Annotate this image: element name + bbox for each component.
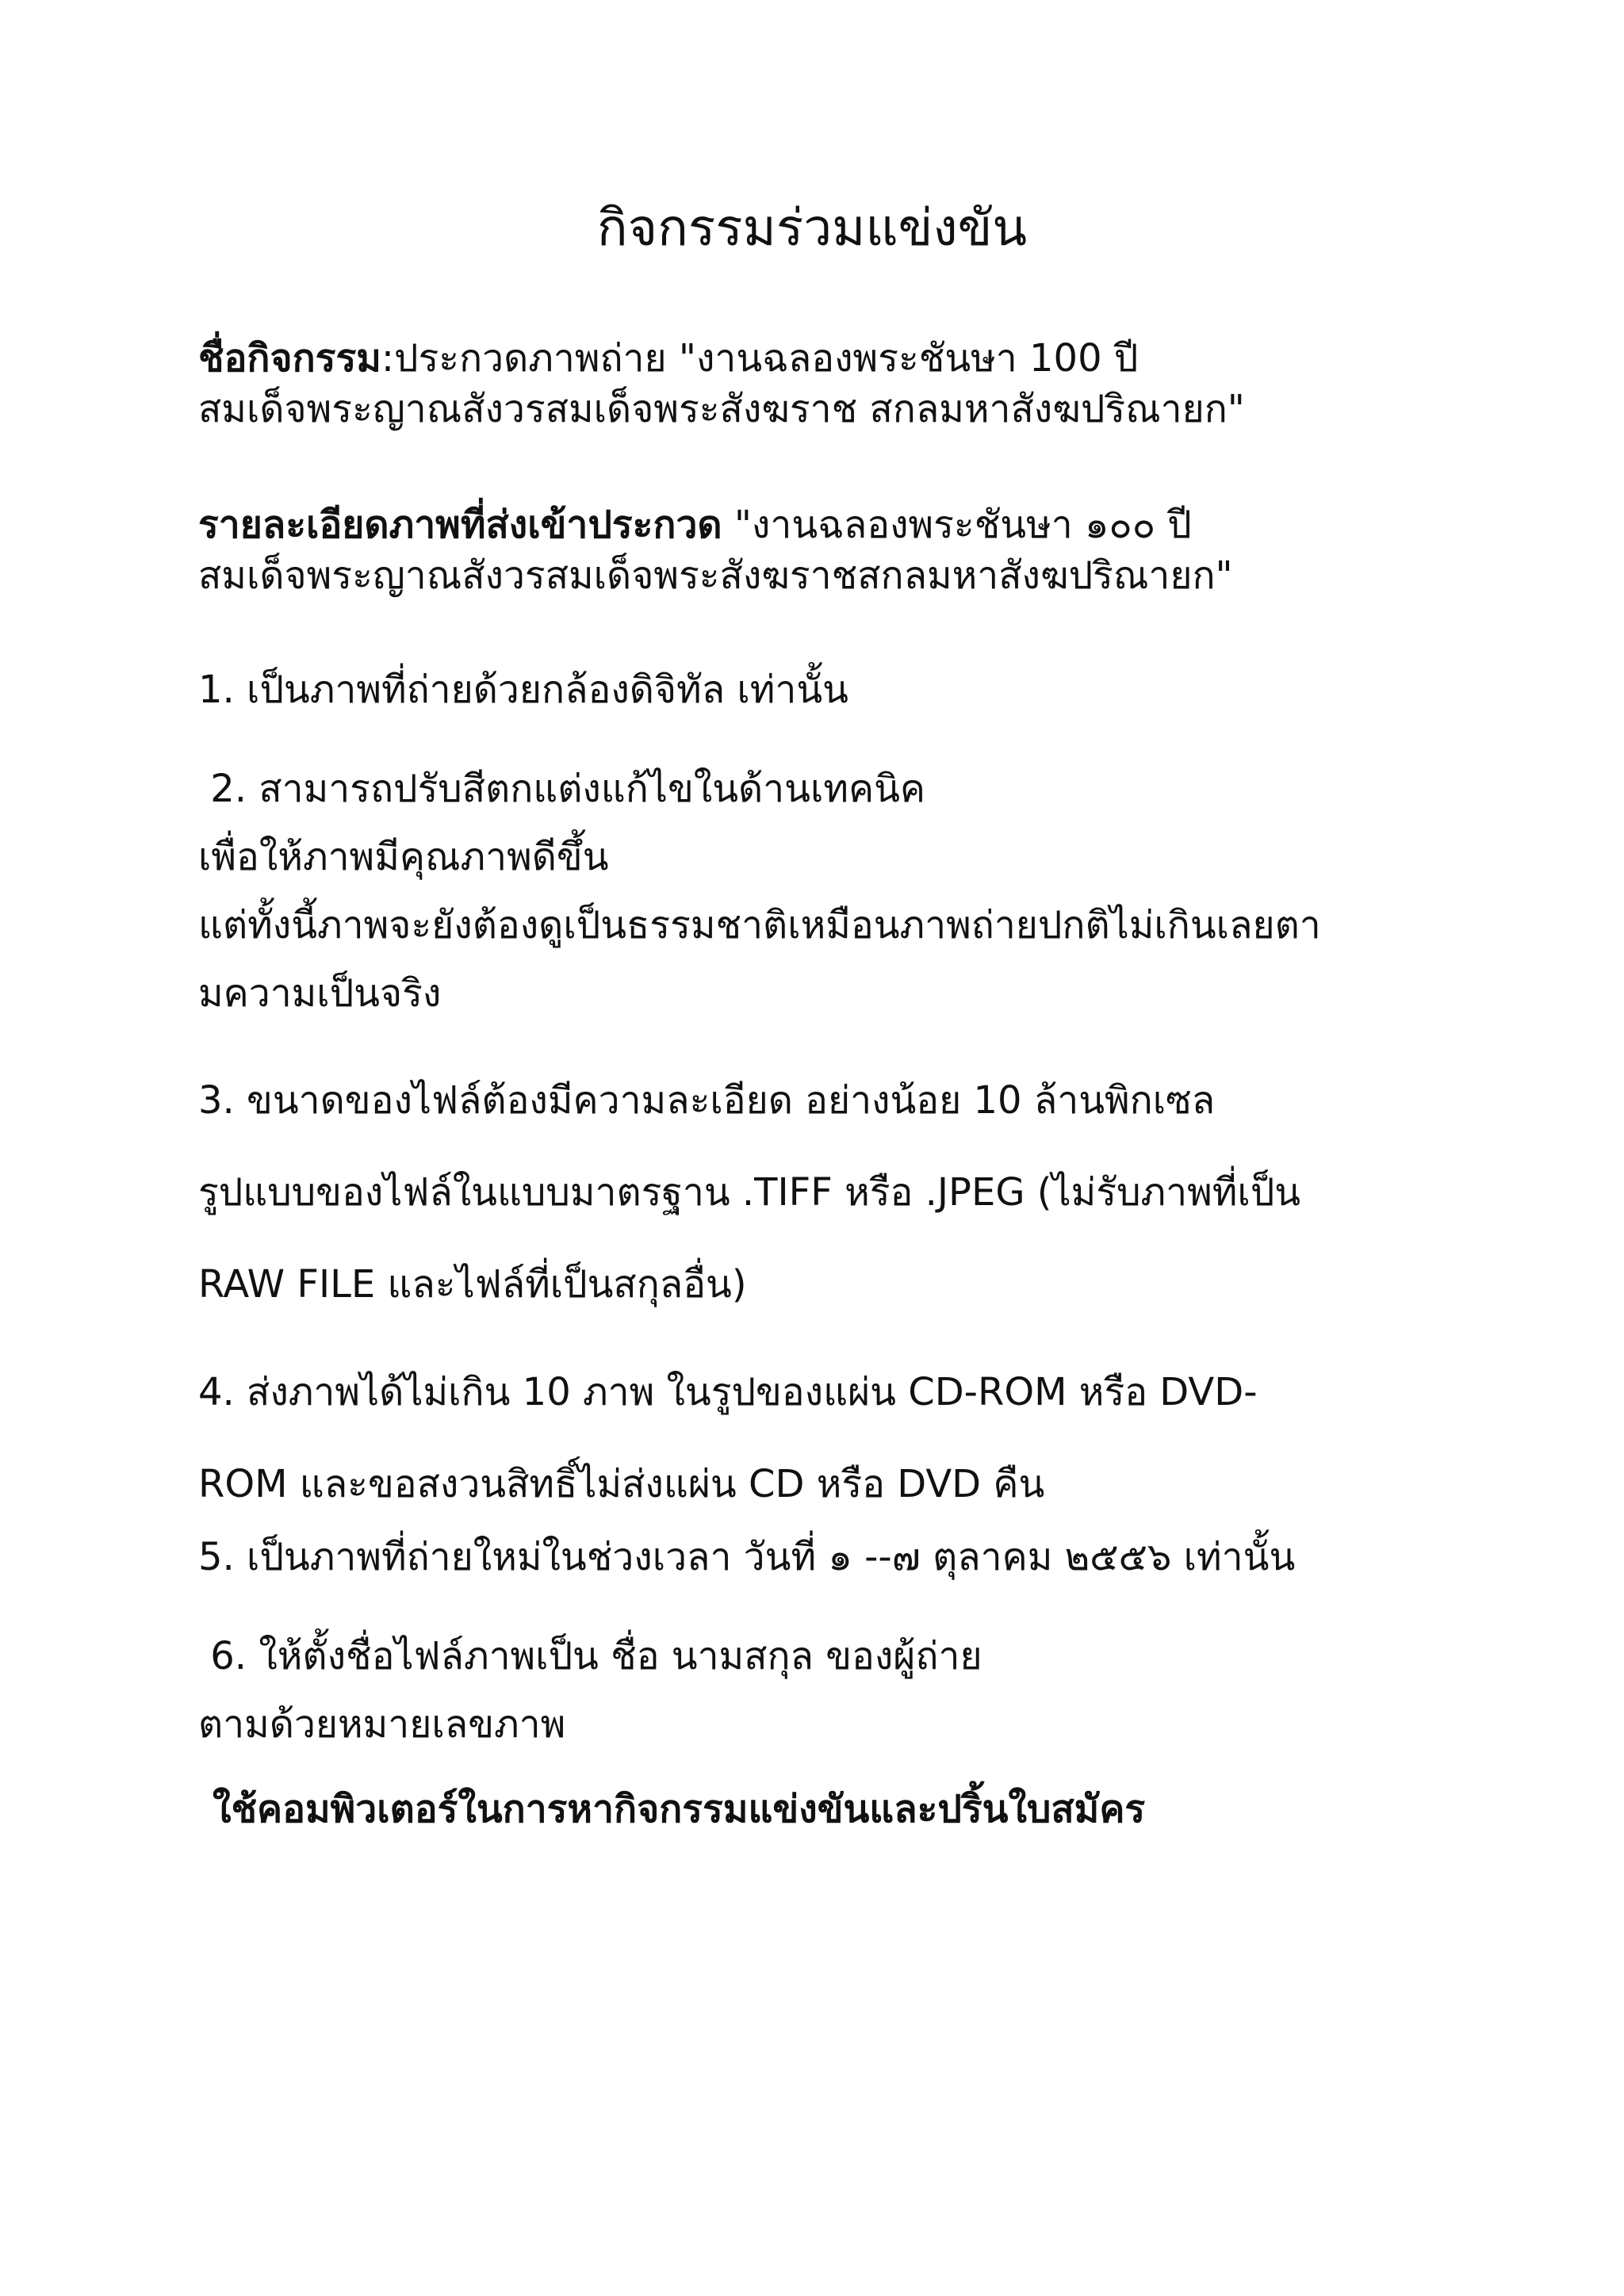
rule-3-line-3: RAW FILE และไฟล์ที่เป็นสกุลอื่น) (198, 1262, 747, 1307)
rule-3 (198, 1054, 1435, 1330)
rule-3-line-1: 3. ขนาดของไฟล์ต้องมีความละเอียด อย่างน้อย 10 ล้านพิกเซล (198, 1078, 1216, 1123)
rule-4-line-1: 4. ส่งภาพได้ไม่เกิน 10 ภาพ ในรูปของแผ่น CD-ROM หรือ DVD- (198, 1370, 1258, 1414)
details-label: รายละเอียดภาพที่ส่งเข้าประกวด (198, 503, 722, 547)
rule-2-line-3: แต่ทั้งนี้ภาพจะยังต้องดูเป็นธรรมชาติเหมือนภาพถ่ายปกติไม่เกินเลยตา (198, 903, 1321, 947)
rule-4-line-2: ROM และขอสงวนสิทธิ์ไม่ส่งแผ่น CD หรือ DVD คืน (198, 1462, 1045, 1506)
rule-3-line-2: รูปแบบของไฟล์ในแบบมาตรฐาน .TIFF หรือ .JPEG (ไม่รับภาพที่เป็น (198, 1170, 1301, 1215)
rule-1-line-1: 1. เป็นภาพที่ถ่ายด้วยกล้องดิจิทัล เท่านั้น (198, 668, 848, 712)
activity-name-text-line2: สมเด็จพระญาณสังวรสมเด็จพระสังฆราช สกลมหาสังฆปริณายก" (198, 387, 1245, 431)
rule-2-line-4: มความเป็นจริง (198, 971, 442, 1016)
details-text-line1: "งานฉลองพระชันษา ๑๐๐ ปี (722, 503, 1192, 547)
activity-name-label: ชื่อกิจกรรม (198, 336, 381, 381)
rule-6-line-2: ตามด้วยหมายเลขภาพ (198, 1702, 566, 1747)
rule-6 (198, 1622, 1435, 1758)
rule-6-line-1: 6. ให้ตั้งชื่อไฟล์ภาพเป็น ชื่อ นามสกุล ของผู้ถ่าย (198, 1634, 982, 1678)
rule-2 (198, 755, 1435, 1027)
details-paragraph (198, 499, 1435, 601)
activity-name-paragraph (198, 333, 1435, 434)
page-title: กิจกรรมร่วมแข่งขัน (596, 199, 1028, 258)
rule-2-line-2: เพื่อให้ภาพมีคุณภาพดีขึ้น (198, 835, 609, 879)
rule-4 (198, 1346, 1435, 1530)
rule-2-line-1: 2. สามารถปรับสีตกแต่งแก้ไขในด้านเทคนิค (198, 767, 926, 811)
rule-5 (198, 1532, 1435, 1582)
rule-5-line-1: 5. เป็นภาพที่ถ่ายใหม่ในช่วงเวลา วันที่ ๑ --๗ ตุลาคม ๒๕๕๖ เท่านั้น (198, 1535, 1296, 1579)
footer-note: ใช้คอมพิวเตอร์ในการหากิจกรรมแข่งขันและปริ้นใบสมัคร (213, 1787, 1146, 1831)
activity-name-text-line1: :ประกวดภาพถ่าย "งานฉลองพระชันษา 100 ปี (381, 336, 1139, 381)
details-text-line2: สมเด็จพระญาณสังวรสมเด็จพระสังฆราชสกลมหาสังฆปริณายก" (198, 553, 1233, 598)
rule-1 (198, 664, 1435, 715)
